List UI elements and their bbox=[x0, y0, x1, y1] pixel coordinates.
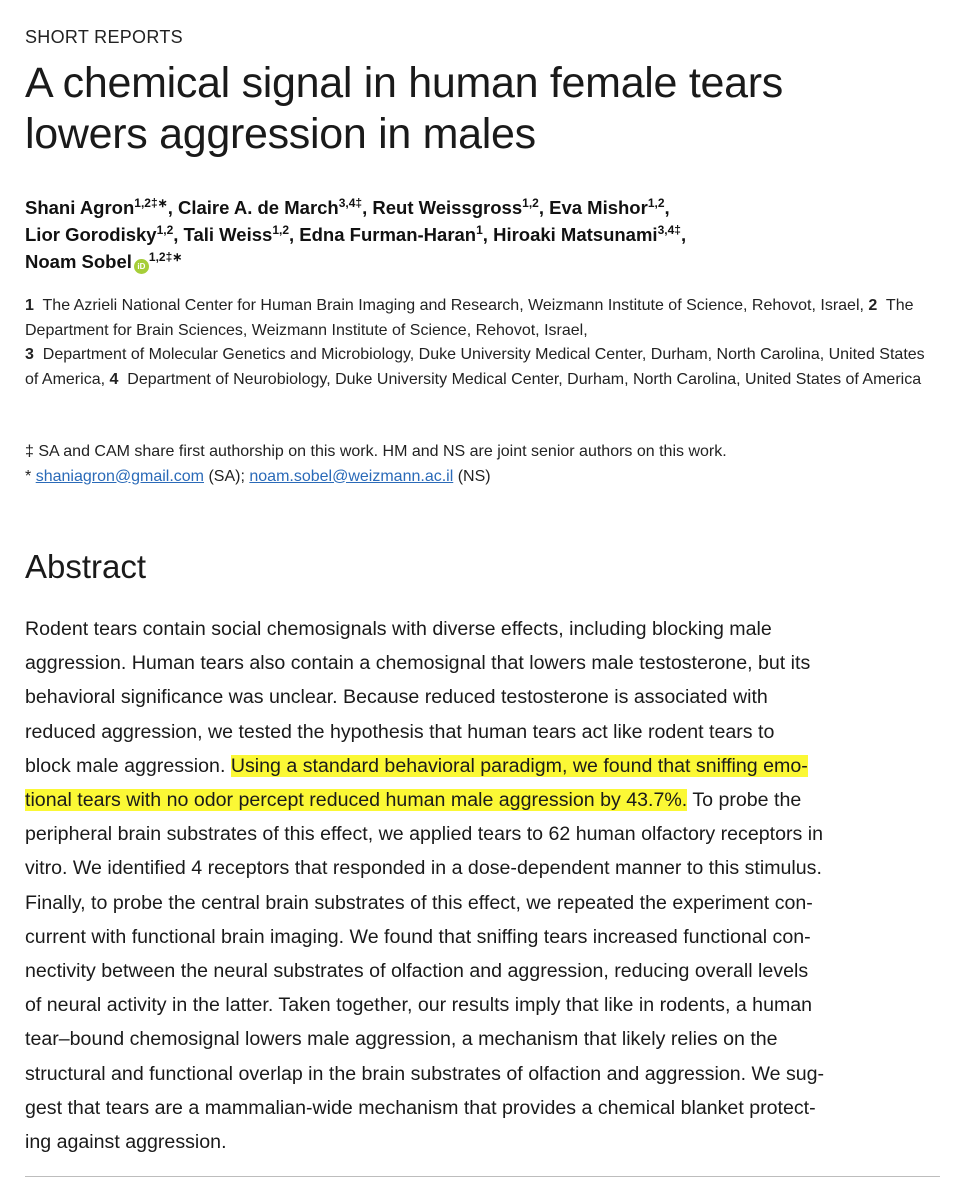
affil-number: 4 bbox=[109, 370, 119, 388]
email-suffix: (SA); bbox=[208, 467, 245, 485]
abstract-line bbox=[25, 1091, 940, 1125]
abstract-line bbox=[25, 680, 940, 714]
abstract-heading: Abstract bbox=[25, 548, 147, 585]
abstract-text: Rodent tears contain social chemosignals with diverse effects, including blocking male bbox=[25, 618, 772, 640]
title-line-2: lowers aggression in males bbox=[25, 110, 536, 158]
highlighted-text: Using a standard behavioral paradigm, we found that sniffing emo- bbox=[230, 754, 808, 777]
abstract-text: To probe the bbox=[687, 789, 802, 812]
author-name[interactable]: Noam Sobel bbox=[25, 251, 132, 272]
abstract-text: of neural activity in the latter. Taken together, our results imply that like in rodents, a human bbox=[25, 994, 813, 1017]
abstract-text: block male aggression. bbox=[25, 754, 231, 777]
email-link-sa[interactable]: shaniagron@gmail.com bbox=[35, 467, 205, 485]
author-name[interactable]: Eva Mishor bbox=[549, 197, 648, 218]
orcid-icon[interactable]: iD bbox=[134, 259, 149, 274]
abstract-line bbox=[25, 646, 940, 680]
abstract-line bbox=[25, 988, 940, 1022]
abstract-text: vitro. We identified 4 receptors that responded in a dose-dependent manner to this stimulus. bbox=[25, 857, 822, 880]
affil-number: 3 bbox=[25, 346, 34, 363]
affiliations bbox=[25, 294, 940, 392]
author-notes bbox=[25, 440, 940, 489]
abstract-text: gest that tears are a mammalian-wide mechanism that provides a chemical blanket protect- bbox=[25, 1096, 816, 1119]
abstract-line bbox=[25, 749, 940, 783]
email-suffix: (NS) bbox=[457, 467, 491, 485]
abstract-line bbox=[25, 783, 940, 817]
author-affil-sup: 1,2‡∗ bbox=[134, 196, 168, 210]
abstract-text: Finally, to probe the central brain substrates of this effect, we repeated the experiment con- bbox=[25, 891, 813, 914]
abstract-text: nectivity between the neural substrates of olfaction and aggression, reducing overall levels bbox=[25, 960, 809, 983]
author-affil-sup: 1 bbox=[476, 223, 483, 237]
abstract-text: structural and functional overlap in the brain substrates of olfaction and aggression. We sug- bbox=[25, 1062, 825, 1085]
author-affil-sup: 1,2 bbox=[522, 196, 539, 210]
abstract-body bbox=[25, 612, 940, 1159]
abstract-text: peripheral brain substrates of this effect, we applied tears to 62 human olfactory receptors in bbox=[25, 823, 823, 846]
abstract-line bbox=[25, 851, 940, 885]
abstract-line bbox=[25, 1022, 940, 1056]
dagger-symbol: ‡ bbox=[25, 443, 34, 460]
abstract-text: current with functional brain imaging. We found that sniffing tears increased functional con- bbox=[25, 925, 811, 948]
highlighted-text: tional tears with no odor percept reduced human male aggression by 43.7%. bbox=[25, 789, 688, 812]
author-affil-sup: 1,2 bbox=[156, 223, 174, 237]
affil-number: 2 bbox=[868, 297, 878, 314]
abstract-line bbox=[25, 817, 940, 851]
author-affil-sup: 3,4‡ bbox=[338, 196, 363, 210]
author-name[interactable]: Reut Weissgross bbox=[372, 197, 523, 218]
author-name[interactable]: Lior Gorodisky bbox=[25, 224, 157, 245]
section-label: SHORT REPORTS bbox=[25, 27, 183, 47]
abstract-text: ing against aggression. bbox=[25, 1131, 227, 1154]
author-affil-sup: 1,2 bbox=[272, 223, 290, 237]
abstract-line bbox=[25, 886, 940, 920]
author-affil-sup: 1,2 bbox=[647, 196, 665, 210]
abstract-line bbox=[25, 1057, 940, 1091]
affil-text: The Department for Brain Sciences, Weizmann Institute of Science, Rehovot, Israel, bbox=[25, 297, 914, 339]
author-name[interactable]: Edna Furman-Haran bbox=[299, 224, 477, 245]
author-name[interactable]: Claire A. de March bbox=[178, 197, 339, 218]
abstract-line bbox=[25, 954, 940, 988]
shared-authorship-note: SA and CAM share first authorship on this work. HM and NS are joint senior authors on this work. bbox=[38, 443, 727, 460]
author-name[interactable]: Shani Agron bbox=[25, 197, 135, 218]
affil-text: Department of Neurobiology, Duke University Medical Center, Durham, North Carolina, United States of America bbox=[127, 370, 922, 388]
author-affil-sup: 3,4‡ bbox=[657, 223, 681, 237]
abstract-text: reduced aggression, we tested the hypothesis that human tears act like rodent tears to bbox=[25, 720, 775, 743]
abstract-line bbox=[25, 612, 940, 646]
email-link-ns[interactable]: noam.sobel@weizmann.ac.il bbox=[249, 467, 454, 485]
author-affil-sup: 1,2‡∗ bbox=[148, 250, 183, 264]
affil-text: Department of Molecular Genetics and Microbiology, Duke University Medical Center, Durham, North Carolina, United States of America, bbox=[25, 346, 925, 388]
author-list: Shani Agron$^{1,2\ddagger∗}$, Claire A. de March$^{3,4\ddagger}$, Reut Weissgross$^{1,2}$, Eva Mishor$^{1,2}$, Lior Gorodisky$^{1,2}$, Tali Weiss$^{1,2}$, Edna Furman-Haran$^1$, Hiroaki Matsunami$^{3,4\ddagger}$, Noam Sobel $iD^{1,2\ddagger∗}$ bbox=[25, 196, 687, 272]
abstract-line bbox=[25, 1125, 940, 1159]
author-name[interactable]: Tali Weiss bbox=[183, 224, 273, 245]
abstract-line bbox=[25, 920, 940, 954]
abstract-text: aggression. Human tears also contain a chemosignal that lowers male testosterone, but its bbox=[25, 652, 811, 675]
section-divider bbox=[25, 1176, 940, 1177]
abstract-text: tear–bound chemosignal lowers male aggression, a mechanism that likely relies on the bbox=[25, 1028, 778, 1051]
abstract-text: behavioral significance was unclear. Because reduced testosterone is associated with bbox=[25, 686, 768, 709]
author-name[interactable]: Hiroaki Matsunami bbox=[493, 224, 658, 245]
asterisk-symbol: * bbox=[25, 467, 32, 485]
abstract-line bbox=[25, 715, 940, 749]
affil-number: 1 bbox=[25, 297, 34, 314]
affil-text: The Azrieli National Center for Human Brain Imaging and Research, Weizmann Institute of Science, Rehovot, Israel, bbox=[42, 297, 864, 314]
title-line-1: A chemical signal in human female tears bbox=[25, 59, 783, 107]
paper-title bbox=[25, 58, 940, 160]
